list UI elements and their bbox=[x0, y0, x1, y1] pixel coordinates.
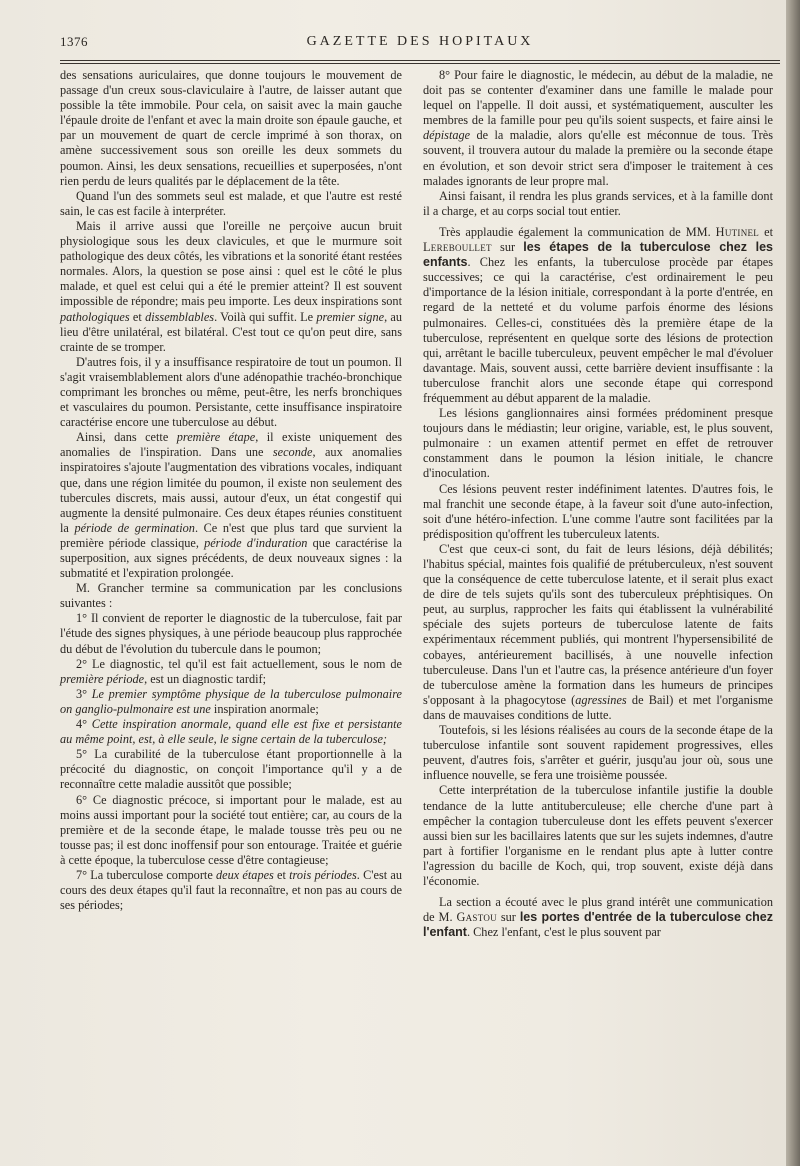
text-run: des sensations auriculaires, que donne toujours le mouvement de passage d'un creux sous-claviculaire à l'autre, de laisser autant que possible la tête immobile. Pour cela, on saisit avec la main gauche l'épaule droite de l'enfant et avec la main droite son épaule gauche, et par un mouvement de quart de cercle imprimé à son thorax, on amène successivement sous son oreille les deux sommets du poumon. Ainsi, les deux sensations, recueillies et superposées, n'ont rien perdu de leurs qualités par le déplacement de la tête. bbox=[60, 68, 402, 188]
text-run: C'est que ceux-ci sont, du fait de leurs lésions, déjà débilités; l'habitus spécial, maintes fois qualifié de prétuberculeux, n'est souvent que la conséquence de cette tuberculose latente, et il serait plus exact de dire de tels sujets qu'ils sont des tuberculeux préphtisiques. On peut, au surplus, rapprocher les faits qui établissent la vulnérabilité spéciale des sujets porteurs de tuberculose latente de faits expérimentaux récemment publiés, qui montrent l'hypersensibilité de cobayes, antérieurement bacillisés, à une nouvelle infection tuberculeuse. Dans l'un et l'autre cas, la présence antérieure d'un foyer de tuberculose amène la formation dans les humeurs de principes s'opposant à la phagocytose ( bbox=[423, 541, 773, 707]
text-run: de la maladie, alors qu'elle est méconnue de tous. Très souvent, il trouvera autour du malade la première ou la seconde étape en évolution, et son devoir strict sera d'imposer le traitement à ces malades ignorants de leur propre mal. bbox=[423, 128, 773, 188]
paragraph bbox=[423, 482, 773, 542]
text-run: Mais il arrive aussi que l'oreille ne perçoive aucun bruit physiologique sous les deux clavicules, et que le murmure soit pathologique des deux côtés, les vibrations et la sonorité étant restées normales. Alors, la question se pose ainsi : quel est le côté le plus malade, et quel est celui qui a été le premier atteint? Il est souvent impossible de répondre; mais peu importe. Les deux inspirations sont bbox=[60, 218, 402, 309]
paragraph bbox=[60, 355, 402, 430]
italic-run: période d'induration bbox=[204, 535, 308, 550]
text-run: 3° bbox=[76, 686, 92, 701]
page-edge-shadow bbox=[786, 0, 800, 1166]
paragraph bbox=[423, 189, 773, 219]
paragraph bbox=[60, 581, 402, 611]
text-run: 7° La tuberculose comporte bbox=[76, 867, 216, 882]
italic-run: premier signe bbox=[316, 309, 385, 324]
text-run: inspiration anormale; bbox=[210, 701, 319, 716]
italic-run: dépistage bbox=[423, 128, 471, 143]
text-run: . Chez les enfants, la tuberculose procède par étapes successives; ce qui la caractérise, c'est ordinairement le peu d'importance de la lésion initiale, correspondant à la porte d'entrée, en regard de la netteté et du volume parfois énorme des lésions pulmonaires. Celles-ci, constituées dès la première étape de la tuberculose, représentent en quelque sorte des lésions de protection qui, arrêtant le bacille tuberculeux, peuvent empêcher le mal d'évoluer davantage. Mais, souvent aussi, cette barrière devient insuffisante : la tuberculose franchit alors une seconde étape qui correspond fréquemment au début apparent de la maladie. bbox=[423, 255, 773, 405]
conclusion-item bbox=[60, 747, 402, 792]
paragraph bbox=[423, 406, 773, 481]
paragraph bbox=[423, 783, 773, 889]
text-run: et bbox=[273, 867, 290, 882]
italic-run: Le premier symptôme physique de la tuberculose pulmonaire on ganglio-pulmonaire est une bbox=[60, 686, 402, 716]
text-run: sur bbox=[491, 240, 524, 255]
italic-run: agressines bbox=[575, 692, 627, 707]
text-run: . Ce n'est que plus tard que survient la première période classique, bbox=[60, 520, 402, 550]
text-run: Ainsi faisant, il rendra les plus grands services, et à la famille dont il a charge, et au corps social tout entier. bbox=[423, 188, 773, 218]
text-run: 8° Pour faire le diagnostic, le médecin, au début de la maladie, ne doit pas se contenter d'examiner dans une famille le malade pour lequel on l'appelle. Il doit aussi, et systématiquement, ausculter les membres de la famille pour peu qu'ils soient suspects, et faire ainsi le bbox=[423, 68, 773, 128]
text-run: Très applaudie également la communication de MM. bbox=[439, 224, 716, 239]
text-run: Toutefois, si les lésions réalisées au cours de la seconde étape de la tuberculose infantile sont souvent rapidement progressives, elles peuvent, d'autres fois, s'arrêter et guérir, jusqu'au jour où, sous une influence nouvelle, se fera une troisième poussée. bbox=[423, 723, 773, 783]
left-column bbox=[60, 68, 402, 913]
paragraph bbox=[423, 895, 773, 940]
italic-run: trois périodes bbox=[289, 867, 357, 882]
text-run: Ces lésions peuvent rester indéfiniment latentes. D'autres fois, le mal franchit une seconde étape, à la faveur soit d'une auto-infection, soit d'une hétéro-infection. L'une comme l'autre sont facilitées par la prédisposition qu'offrent les tuberculeux latents. bbox=[423, 481, 773, 541]
text-run: 4° bbox=[76, 717, 92, 732]
author-name: Lereboullet bbox=[423, 240, 492, 255]
paragraph bbox=[60, 68, 402, 189]
text-run: 2° Le diagnostic, tel qu'il est fait actuellement, sous le nom de bbox=[76, 656, 402, 671]
paragraph bbox=[423, 542, 773, 723]
text-run: Quand l'un des sommets seul est malade, et que l'autre est resté sain, le cas est facile à interpréter. bbox=[60, 188, 402, 218]
conclusion-item bbox=[60, 611, 402, 656]
text-run: de Bail) et met l'organisme dans de mauvaises conditions de lutte. bbox=[423, 692, 774, 722]
italic-run: Cette inspiration anormale, quand elle est fixe et persistante au même point, est, à elle seule, le signe certain de la tuberculose; bbox=[60, 717, 403, 747]
text-run: que caractérise la superposition, aux signes précédents, de deux nouveaux signes : la submatité et l'expiration prolongée. bbox=[60, 535, 402, 581]
italic-run: pathologiques bbox=[60, 309, 130, 324]
text-run: et bbox=[759, 224, 773, 239]
italic-run: période de germination bbox=[74, 520, 195, 535]
paragraph bbox=[423, 225, 773, 406]
text-run: . Voilà qui suffit. Le bbox=[214, 309, 317, 324]
text-run: Cette interprétation de la tuberculose infantile justifie la double tendance de la lutte antituberculeuse; elle cherche d'une part à empêcher la contagion tuberculeuse dont les effets peuvent s'exercer aussi bien sur les bacillaires latents que sur les sujets indemnes, d'autre part à fortifier l'organisme en le rendant plus apte à lutter contre l'agression du bacille de Koch, qui, trop souvent, existe déjà dans l'économie. bbox=[423, 783, 773, 888]
communication-title: les étapes de la tuberculose chez les enfants bbox=[423, 240, 773, 270]
paragraph bbox=[423, 723, 773, 783]
conclusion-item bbox=[60, 717, 402, 747]
paragraph bbox=[60, 219, 402, 355]
author-name: Hutinel bbox=[715, 224, 760, 239]
italic-run: deux étapes bbox=[216, 867, 274, 882]
italic-run: première étape bbox=[176, 430, 256, 445]
text-run: 1° Il convient de reporter le diagnostic de la tuberculose, fait par l'étude des signes physiques, à une période beaucoup plus rapprochée du début de l'évolution du tubercule dans le poumon; bbox=[60, 611, 402, 656]
text-run: D'autres fois, il y a insuffisance respiratoire de tout un poumon. Il s'agit vraisemblablement alors d'une adénopathie trachéo-bronchique comprimant les bronches ou même, peut-être, les nerfs bronchiques et vasculaires du poumon. Persistante, cette insuffisance inspiratoire caractérise encore une tuberculose au début. bbox=[60, 354, 402, 430]
conclusion-item bbox=[60, 657, 402, 687]
page-number: 1376 bbox=[60, 34, 88, 49]
paragraph bbox=[60, 430, 402, 581]
text-run: 6° Ce diagnostic précoce, si important pour le malade, est au moins aussi important pour la société tout entière; car, au cours de la première et de la seconde étape, le malade tousse très peu ou ne tousse pas; il est donc inoffensif pour son entourage. Traitée et guérie à cette époque, la tuberculose cesse d'être contagieuse; bbox=[60, 792, 402, 867]
page-header bbox=[60, 30, 780, 58]
communication-title: les portes d'entrée de la tuberculose chez l'enfant bbox=[423, 910, 773, 940]
text-run: Ainsi, dans cette bbox=[76, 430, 177, 445]
text-run: . Chez l'enfant, c'est le plus souvent par bbox=[466, 925, 661, 940]
running-title: GAZETTE DES HOPITAUX bbox=[306, 34, 534, 49]
italic-run: seconde bbox=[272, 445, 313, 460]
text-run: Les lésions ganglionnaires ainsi formées prédominent presque toujours dans le médiastin; leur origine, variable, est, le plus souvent, pulmonaire : un examen attentif permet en effet de retrouver constamment dans le poumon la lésion initiale, le chancre d'inoculation. bbox=[423, 406, 773, 481]
text-run: La section a écouté avec le plus grand intérêt une communication de M. bbox=[423, 895, 773, 925]
text-run: et bbox=[129, 309, 146, 324]
conclusion-item bbox=[423, 68, 773, 189]
italic-run: première période bbox=[60, 671, 145, 686]
text-run: , il existe uniquement des anomalies de l'inspiration. Dans une bbox=[60, 430, 402, 460]
text-run: , au lieu d'être unilatéral, est bilatéral. C'est tout ce qu'on peut dire, sans crainte de se tromper. bbox=[60, 309, 402, 354]
text-run: sur bbox=[496, 910, 520, 925]
conclusion-item bbox=[60, 868, 402, 913]
author-name: Gastou bbox=[456, 910, 497, 925]
conclusion-item bbox=[60, 687, 402, 717]
text-run: M. Grancher termine sa communication par les conclusions suivantes : bbox=[60, 581, 402, 611]
text-run: , aux anomalies inspiratoires s'ajoute l'augmentation des vibrations vocales, indiquant que, dans une région limitée du poumon, il existe non seulement des tubercules discrets, mais aussi, autour d'eux, un état congestif qui augmente la densité pulmonaire. Ces deux étapes réunies constituent la bbox=[60, 445, 402, 535]
conclusion-item bbox=[60, 793, 402, 868]
text-run: . C'est au cours des deux étapes qu'il faut la reconnaître, et non pas au cours de ses périodes; bbox=[60, 867, 402, 913]
text-run: 5° La curabilité de la tuberculose étant proportionnelle à la précocité du diagnostic, on conçoit l'importance qu'il y a de reconnaître cette maladie aussitôt que possible; bbox=[60, 747, 402, 792]
text-run: , est un diagnostic tardif; bbox=[144, 671, 267, 686]
italic-run: dissemblables bbox=[145, 309, 215, 324]
paragraph bbox=[60, 189, 402, 219]
header-rule bbox=[60, 60, 780, 64]
right-column bbox=[423, 68, 773, 940]
